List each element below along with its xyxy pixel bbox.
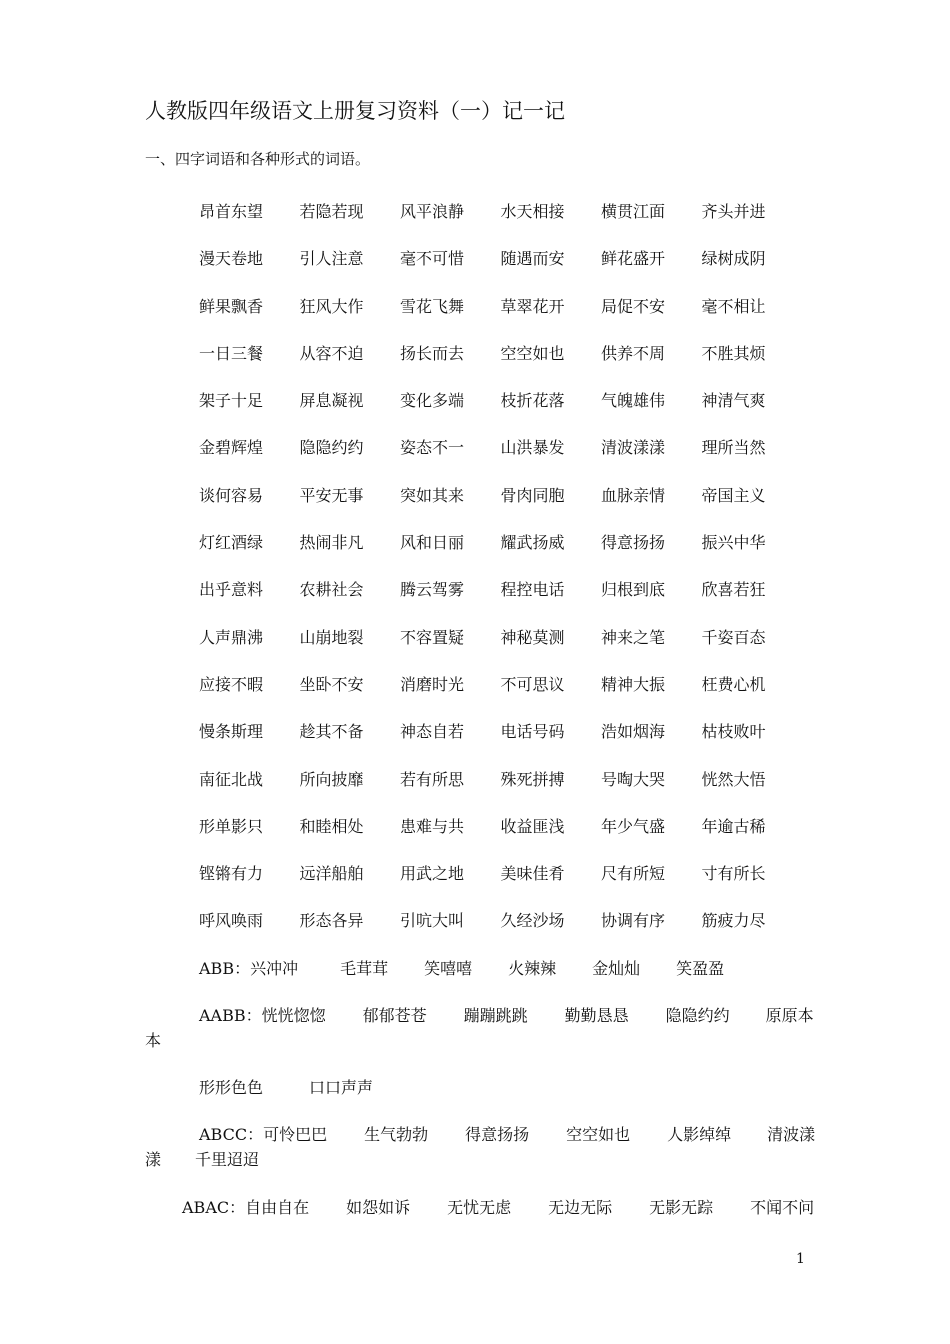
idiom-word: 用武之地 [400, 864, 465, 884]
idiom-word: 姿态不一 [400, 438, 465, 458]
idiom-word: 远洋船舶 [299, 864, 364, 884]
idiom-word: 毫不相让 [701, 296, 766, 316]
abac-line [182, 1196, 814, 1220]
idiom-row [199, 296, 819, 343]
idiom-word: 毫不可惜 [400, 249, 465, 269]
idiom-word: 理所当然 [701, 438, 766, 458]
idiom-word: 漫天卷地 [199, 249, 264, 269]
idiom-word: 清波漾漾 [601, 438, 666, 458]
idiom-word: 绿树成阴 [701, 249, 766, 269]
idiom-word: 和睦相处 [299, 816, 364, 836]
idiom-word: 枝折花落 [500, 391, 565, 411]
idiom-word: 美味佳肴 [500, 864, 565, 884]
abcc-label: ABCC： [199, 1125, 264, 1144]
idiom-word: 尺有所短 [601, 864, 666, 884]
idiom-word: 引吭大叫 [400, 911, 465, 931]
idiom-word: 坐卧不安 [299, 674, 364, 694]
idiom-word: 枯枝败叶 [701, 722, 766, 742]
abcc-word: 得意扬扬 [465, 1125, 530, 1144]
idiom-word: 人声鼎沸 [199, 627, 264, 647]
abcc-line [199, 1123, 815, 1147]
aabb-wrap-tail: 本 [145, 1031, 162, 1050]
idiom-word: 风和日丽 [400, 533, 465, 553]
abcc-word: 空空如也 [566, 1125, 631, 1144]
idiom-word: 归根到底 [601, 580, 666, 600]
idiom-word: 供养不周 [601, 343, 666, 363]
idiom-row [199, 579, 819, 626]
idiom-word: 局促不安 [601, 296, 666, 316]
idiom-word: 欣喜若狂 [701, 580, 766, 600]
idiom-word: 不可思议 [500, 674, 565, 694]
abcc-word: 千里迢迢 [195, 1150, 260, 1169]
idiom-row [199, 910, 819, 957]
idiom-word: 草翠花开 [500, 296, 565, 316]
idiom-word: 水天相接 [500, 202, 565, 221]
idiom-word: 神态自若 [400, 722, 465, 742]
idiom-word: 不容置疑 [400, 627, 465, 647]
idiom-word: 久经沙场 [500, 911, 565, 931]
idiom-word: 浩如烟海 [601, 722, 666, 742]
idiom-word: 灯红酒绿 [199, 533, 264, 553]
idiom-row [199, 674, 819, 721]
idiom-word: 山洪暴发 [500, 438, 565, 458]
abb-label: ABB： [199, 959, 251, 978]
idiom-row [199, 201, 819, 248]
abb-word: 毛茸茸 [340, 959, 389, 978]
aabb-extra-word: 口口声声 [309, 1078, 374, 1097]
idiom-word: 农耕社会 [299, 580, 364, 600]
idiom-row [199, 390, 819, 437]
idiom-word: 趁其不备 [299, 722, 364, 742]
abb-word: 笑盈盈 [676, 959, 725, 978]
abb-word: 兴冲冲 [250, 959, 299, 978]
abb-word: 金灿灿 [592, 959, 641, 978]
idiom-word: 枉费心机 [701, 674, 766, 694]
abac-label: ABAC： [182, 1198, 246, 1217]
page-number: 1 [796, 1251, 805, 1267]
abb-line [199, 957, 724, 981]
idiom-word: 屏息凝视 [299, 391, 364, 411]
idiom-word: 形单影只 [199, 816, 264, 836]
abac-word: 自由自在 [245, 1198, 310, 1217]
idiom-word: 患难与共 [400, 816, 465, 836]
idiom-word: 隐隐约约 [299, 438, 364, 458]
idiom-row [199, 627, 819, 674]
idiom-row [199, 863, 819, 910]
aabb-word-wrap-head: 原原本 [765, 1006, 814, 1025]
idiom-word: 铿锵有力 [199, 864, 264, 884]
idiom-word: 神清气爽 [701, 391, 766, 411]
idiom-word: 收益匪浅 [500, 816, 565, 836]
idiom-word: 气魄雄伟 [601, 391, 666, 411]
idiom-word: 平安无事 [299, 485, 364, 505]
idiom-word: 筋疲力尽 [701, 911, 766, 931]
idiom-row [199, 485, 819, 532]
idiom-word: 突如其来 [400, 485, 465, 505]
abcc-wrap-tail: 漾 [145, 1150, 162, 1169]
abac-word: 如怨如诉 [346, 1198, 411, 1217]
document-title: 人教版四年级语文上册复习资料（一）记一记 [145, 99, 565, 123]
idiom-word: 寸有所长 [701, 864, 766, 884]
idiom-word: 电话号码 [500, 722, 565, 742]
idiom-word: 呼风唤雨 [199, 911, 264, 931]
abcc-wrap-line [145, 1148, 259, 1172]
aabb-word: 郁郁苍苍 [362, 1006, 427, 1025]
abac-word: 无边无际 [548, 1198, 613, 1217]
abac-word: 无忧无虑 [447, 1198, 512, 1217]
idiom-word: 雪花飞舞 [400, 296, 465, 316]
idiom-word: 恍然大悟 [701, 769, 766, 789]
abb-word: 火辣辣 [508, 959, 557, 978]
idiom-word: 谈何容易 [199, 485, 264, 505]
idiom-word: 得意扬扬 [601, 533, 666, 553]
idiom-word: 风平浪静 [400, 202, 465, 221]
aabb-extra-word: 形形色色 [199, 1078, 264, 1097]
aabb-word: 恍恍惚惚 [261, 1006, 326, 1025]
idiom-word: 空空如也 [500, 343, 565, 363]
idiom-word: 血脉亲情 [601, 485, 666, 505]
idiom-word: 鲜花盛开 [601, 249, 666, 269]
idiom-word: 扬长而去 [400, 343, 465, 363]
idiom-row [199, 816, 819, 863]
idiom-word: 狂风大作 [299, 296, 364, 316]
idiom-word: 千姿百态 [701, 627, 766, 647]
idiom-word: 若隐若现 [299, 202, 364, 221]
idiom-word: 年逾古稀 [701, 816, 766, 836]
abb-word: 笑嘻嘻 [424, 959, 473, 978]
idiom-word: 金碧辉煌 [199, 438, 264, 458]
abac-word: 无影无踪 [649, 1198, 714, 1217]
abcc-word-wrap-head: 清波漾 [767, 1125, 816, 1144]
idiom-row [199, 721, 819, 768]
idiom-row [199, 343, 819, 390]
idiom-word: 振兴中华 [701, 533, 766, 553]
idiom-word: 腾云驾雾 [400, 580, 465, 600]
idiom-word: 神来之笔 [601, 627, 666, 647]
idiom-word: 若有所思 [400, 769, 465, 789]
aabb-label: AABB： [199, 1006, 262, 1025]
idiom-word: 一日三餐 [199, 343, 264, 363]
idiom-word: 出乎意料 [199, 580, 264, 600]
idiom-word: 精神大振 [601, 674, 666, 694]
idiom-word: 帝国主义 [701, 485, 766, 505]
idiom-word: 消磨时光 [400, 674, 465, 694]
idiom-word: 变化多端 [400, 391, 465, 411]
abac-word: 不闻不问 [750, 1198, 815, 1217]
idiom-word: 热闹非凡 [299, 533, 364, 553]
idiom-word: 形态各异 [299, 911, 364, 931]
idiom-word: 不胜其烦 [701, 343, 766, 363]
idiom-word: 所向披靡 [299, 769, 364, 789]
idiom-row [199, 437, 819, 484]
idiom-word: 程控电话 [500, 580, 565, 600]
idiom-word: 神秘莫测 [500, 627, 565, 647]
idiom-word: 昂首东望 [199, 202, 264, 221]
idiom-word: 耀武扬威 [500, 533, 565, 553]
idiom-row [199, 769, 819, 816]
abcc-word: 可怜巴巴 [263, 1125, 328, 1144]
idiom-word: 号啕大哭 [601, 769, 666, 789]
idiom-word: 引人注意 [299, 249, 364, 269]
idiom-word: 年少气盛 [601, 816, 666, 836]
idiom-word: 齐头并进 [701, 202, 766, 221]
idiom-word: 南征北战 [199, 769, 264, 789]
idiom-grid [199, 201, 819, 958]
aabb-word: 勤勤恳恳 [564, 1006, 629, 1025]
section-heading: 一、四字词语和各种形式的词语。 [145, 150, 371, 168]
idiom-word: 横贯江面 [601, 202, 666, 221]
aabb-word: 蹦蹦跳跳 [463, 1006, 528, 1025]
idiom-word: 从容不迫 [299, 343, 364, 363]
idiom-word: 慢条斯理 [199, 722, 264, 742]
idiom-word: 鲜果飘香 [199, 296, 264, 316]
abcc-word: 人影绰绰 [667, 1125, 732, 1144]
idiom-word: 架子十足 [199, 391, 264, 411]
idiom-word: 应接不暇 [199, 674, 264, 694]
abcc-word: 生气勃勃 [364, 1125, 429, 1144]
idiom-word: 山崩地裂 [299, 627, 364, 647]
idiom-row [199, 248, 819, 295]
idiom-word: 骨肉同胞 [500, 485, 565, 505]
aabb-word: 隐隐约约 [665, 1006, 730, 1025]
idiom-word: 殊死拼搏 [500, 769, 565, 789]
aabb-extra-line [199, 1076, 373, 1100]
aabb-line [199, 1004, 814, 1028]
idiom-row [199, 532, 819, 579]
idiom-word: 随遇而安 [500, 249, 565, 269]
idiom-word: 协调有序 [601, 911, 666, 931]
